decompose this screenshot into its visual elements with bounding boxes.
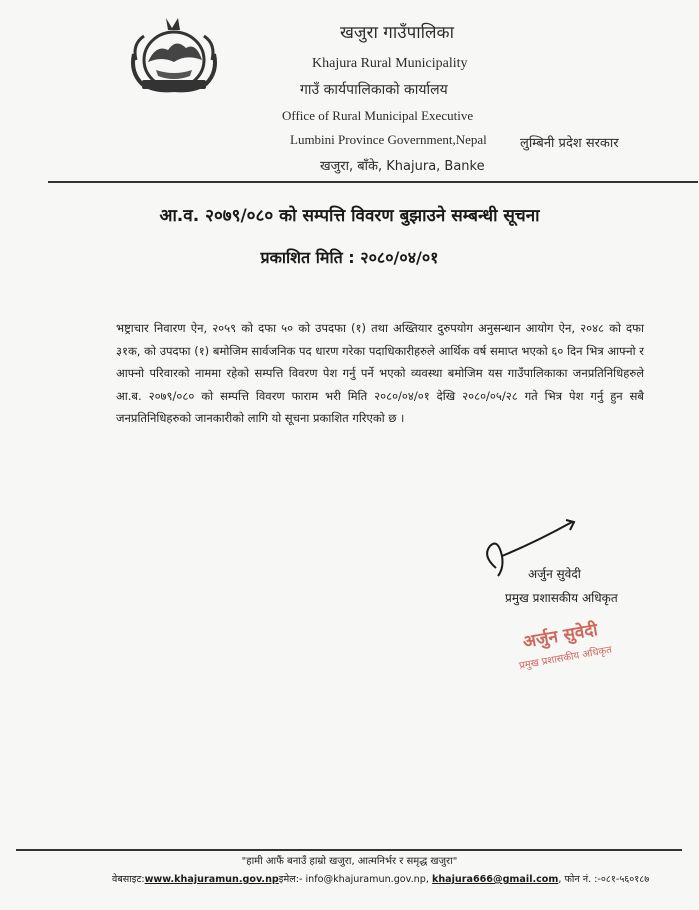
- office-address: खजुरा, बाँके, Khajura, Banke: [320, 159, 485, 174]
- email-link-primary[interactable]: info@khajuramun.gov.np,: [305, 874, 429, 885]
- official-stamp-icon: [510, 612, 650, 672]
- office-name-nepali: गाउँ कार्यपालिकाको कार्यालय: [300, 82, 448, 98]
- phone-label: , फोन नं. :-: [558, 874, 601, 885]
- notice-body: भष्ट्राचार निवारण ऐन, २०५९ को दफा ५० को उपदफा (१) तथा अख्तियार दुरुपयोग अनुसन्धान आयोग ऐन, २०४८ को दफा ३१क, को उपदफा (१) बमोजिम सार्वजनिक पद धारण गरेका पदाधिकारीहरुले आर्थिक वर्ष समाप्त भएको ६० दिन भित्र आफ्नो र आफ्नो परिवारको नाममा रहेको सम्पत्ति विवरण पेश गर्नु पर्ने भएको व्यवस्था बमोजिम यस गाउँपालिकाका जनप्रतिनिधिहरुले आ.ब. २०७९/०८० को सम्पत्ति विवरण फाराम भरी मिति २०८०/०४/०१ देखि २०८०/०५/२८ गते भित्र पेश गर्नु हुन सबै जनप्रतिनिधिहरुको जानकारीको लागि यो सूचना प्रकाशित गरिएको छ ।: [116, 321, 644, 425]
- svg-text:अर्जुन सुवेदी: अर्जुन सुवेदी: [521, 619, 600, 653]
- header-divider: [48, 181, 698, 183]
- municipality-name-nepali: खजुरा गाउँपालिका: [340, 23, 455, 43]
- phone-number: ०८१-५६०१८७: [600, 874, 650, 885]
- footer-divider: [16, 849, 682, 851]
- municipality-name-english: Khajura Rural Municipality: [312, 56, 468, 71]
- svg-text:प्रमुख प्रशासकीय अधिकृत: प्रमुख प्रशासकीय अधिकृत: [518, 644, 613, 672]
- email-link-secondary[interactable]: khajura666@gmail.com: [431, 874, 559, 885]
- website-label: वेबसाइट:: [112, 874, 145, 885]
- footer-motto: "हामी आफैं बनाउँ हाम्रो खजुरा, आत्मनिर्भर र समृद्ध खजुरा": [241, 856, 458, 867]
- signatory-designation: प्रमुख प्रशासकीय अधिकृत: [505, 591, 618, 605]
- notice-title: आ.व. २०७९/०८० को सम्पत्ति विवरण बुझाउने सम्बन्धी सूचना: [159, 206, 540, 226]
- municipality-emblem-icon: [126, 14, 222, 96]
- province-government-english: Lumbini Province Government,Nepal: [290, 132, 487, 147]
- published-date: प्रकाशित मिति : २०८०/०४/०१: [260, 248, 439, 267]
- office-name-english: Office of Rural Municipal Executive: [282, 108, 474, 123]
- province-government-nepali: लुम्बिनी प्रदेश सरकार: [520, 136, 619, 151]
- email-label: इमेल:-: [278, 874, 303, 885]
- website-link[interactable]: www.khajuramun.gov.np: [144, 874, 279, 885]
- footer-contact: [112, 872, 649, 885]
- signatory-name: अर्जुन सुवेदी: [528, 567, 581, 581]
